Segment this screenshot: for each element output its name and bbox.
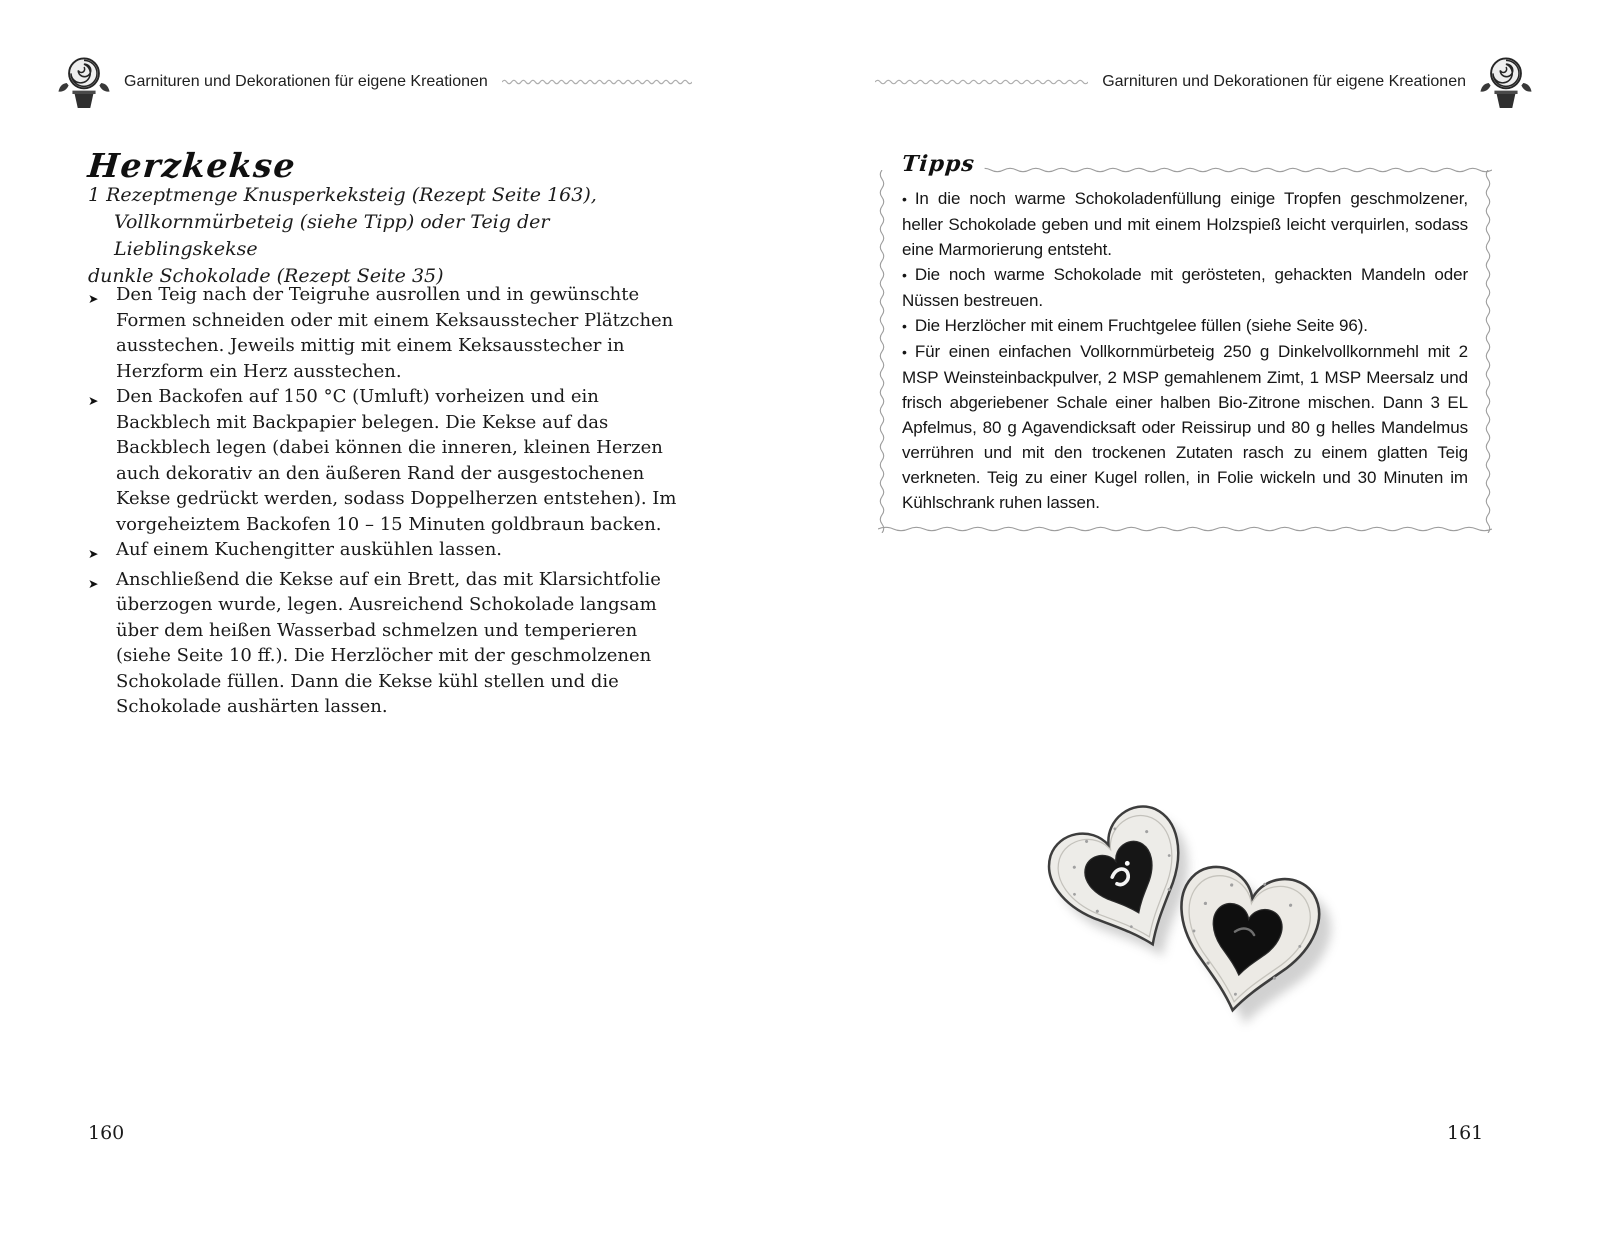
page-number-left: 160 — [88, 1122, 125, 1144]
recipe-step — [88, 567, 694, 720]
arrow-bullet-icon: ➤ — [88, 291, 99, 306]
tips-border-top — [978, 166, 1492, 174]
ingredient-line: Vollkornmürbeteig (siehe Tipp) oder Teig der Lieblingskekse — [114, 211, 550, 260]
tips-box-title: Tipps — [891, 151, 986, 177]
rose-logo-icon — [58, 51, 110, 113]
right-heart-cookie — [1165, 862, 1325, 1023]
tip-text: Die Herzlöcher mit einem Fruchtgelee füllen (siehe Seite 96). — [914, 316, 1368, 335]
left-running-header: Garnituren und Dekorationen für eigene Kreationen — [124, 73, 488, 90]
dot-bullet-icon: • — [902, 344, 907, 360]
dot-bullet-icon: • — [902, 318, 907, 334]
step-text: Auf einem Kuchengitter auskühlen lassen. — [116, 539, 503, 560]
rose-logo-icon — [1480, 51, 1532, 113]
step-text: Den Teig nach der Teigruhe ausrollen und in gewünschte Formen schneiden oder mit einem Keksausstecher Plätzchen ausstechen. Jeweils mittig mit einem Keksausstecher in Herzform ein Herz ausstechen. — [116, 284, 674, 382]
tip-item — [902, 262, 1468, 313]
recipe-title: Herzkekse — [86, 146, 298, 186]
arrow-bullet-icon: ➤ — [88, 393, 99, 408]
tips-border-left — [878, 170, 886, 533]
tip-text: In die noch warme Schokoladenfüllung einige Tropfen geschmolzener, heller Schokolade geben und mit einem Holzspieß leicht verquirlen, sodass eine Marmorierung entsteht. — [902, 189, 1468, 259]
header-squiggle-right — [875, 78, 1088, 86]
step-text: Anschließend die Kekse auf ein Brett, das mit Klarsichtfolie überzogen wurde, legen. Ausreichend Schokolade langsam über dem heißen Wasserbad schmelzen und temperieren (siehe Seite 10 ff.). Die Herzlöcher mit der geschmolzenen Schokolade füllen. Dann die Kekse kühl stellen und die Schokolade aushärten lassen. — [116, 568, 661, 717]
ingredient-list — [88, 182, 692, 290]
tip-item — [902, 313, 1468, 339]
arrow-bullet-icon: ➤ — [88, 575, 99, 591]
recipe-step — [88, 282, 694, 384]
tip-text: Für einen einfachen Vollkornmürbeteig 250 g Dinkelvollkornmehl mit 2 MSP Weinsteinbackpulver, 2 MSP gemahlenem Zimt, 1 MSP Meersalz und frisch abgeriebener Schale einer halben Bio-Zitrone mischen. Dann 3 EL Apfelmus, 80 g Agavendicksaft oder Reissirup und 80 g helles Mandelmus verrühren und mit den trockenen Zutaten rasch zu einem glatten Teig verkneten. Teig zu einer Kugel rollen, in Folie wickeln und 30 Minuten im Kühlschrank ruhen lassen. — [902, 342, 1468, 512]
tips-border-bottom — [878, 525, 1492, 533]
page-number-right: 161 — [1447, 1122, 1484, 1144]
left-page-header — [58, 50, 692, 114]
tips-border-right — [1484, 170, 1492, 533]
dot-bullet-icon: • — [902, 267, 907, 283]
recipe-steps — [88, 282, 694, 720]
right-running-header: Garnituren und Dekorationen für eigene Kreationen — [1102, 73, 1466, 90]
heart-cookies-illustration — [1005, 770, 1405, 1070]
tip-text: Die noch warme Schokolade mit gerösteten, gehackten Mandeln oder Nüssen bestreuen. — [902, 265, 1468, 310]
tip-item — [902, 186, 1468, 262]
ingredient-line: 1 Rezeptmenge Knusperkeksteig (Rezept Seite 163), — [88, 184, 597, 206]
tip-item — [902, 339, 1468, 515]
tips-box — [878, 151, 1492, 533]
recipe-step — [88, 384, 694, 537]
header-squiggle-left — [502, 78, 692, 86]
ingredient-line: dunkle Schokolade (Rezept Seite 35) — [88, 265, 444, 287]
dot-bullet-icon: • — [902, 191, 907, 207]
arrow-bullet-icon: ➤ — [88, 546, 99, 561]
right-page-header — [875, 50, 1532, 114]
recipe-step — [88, 537, 694, 567]
step-text: Den Backofen auf 150 °C (Umluft) vorheizen und ein Backblech mit Backpapier belegen. Die Kekse auf das Backblech legen (dabei können die inneren, kleinen Herzen auch dekorativ an den äußeren Rand der ausgestochenen Kekse gedrückt werden, sodass Doppelherzen entstehen). Im vorgeheiztem Backofen 10 – 15 Minuten goldbraun backen. — [116, 386, 677, 535]
